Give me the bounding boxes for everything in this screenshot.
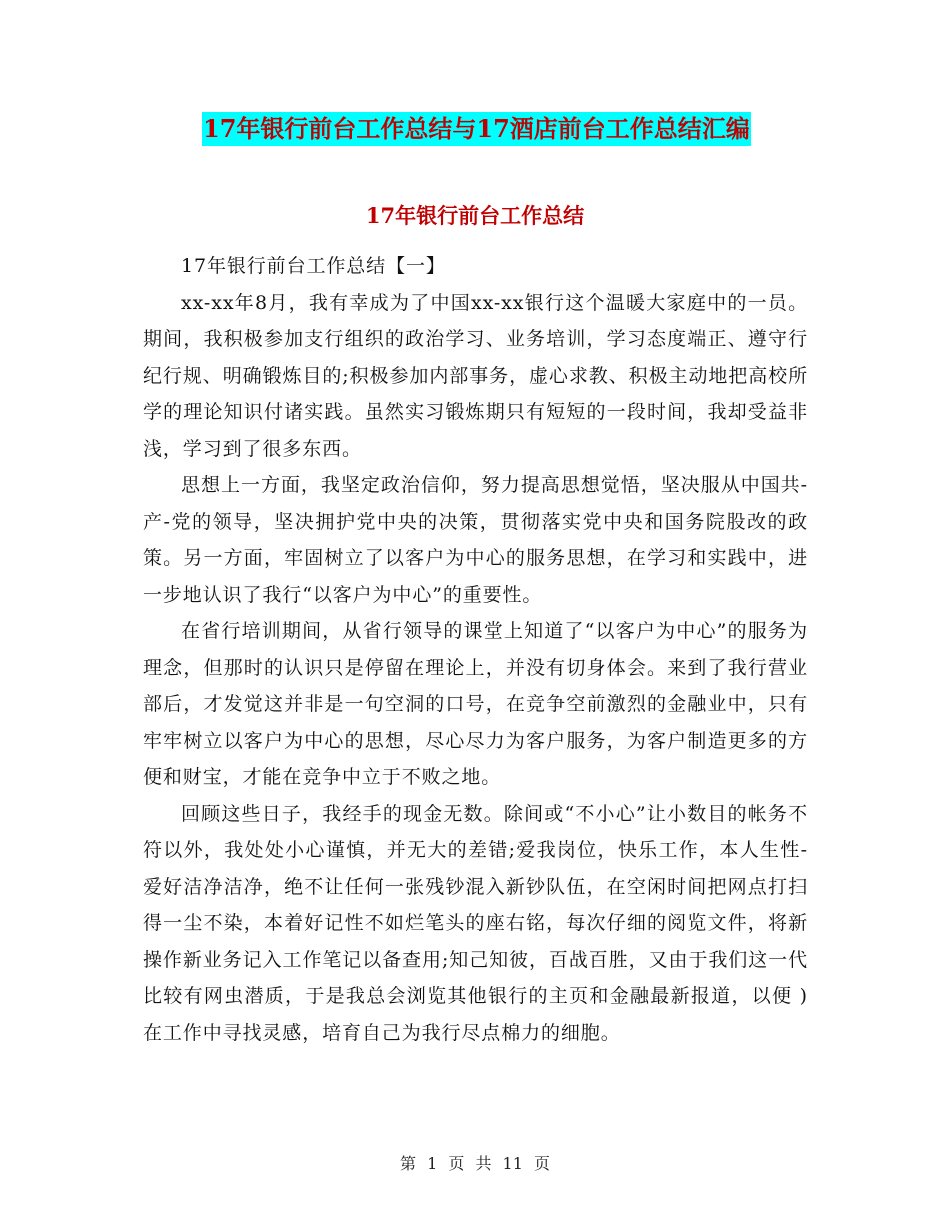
body-paragraph: 回顾这些日子，我经手的现金无数。除间或“不小心”让小数目的帐务不符以外，我处处小心谨慎，并无大的差错;爱我岗位，快乐工作，本人生性-爱好洁净洁净，绝不让任何一张残钞混入新钞队伍，在空闲时间把网点打扫得一尘不染，本着好记性不如烂笔头的座右铭，每次仔细的阅览文件，将新操作新业务记入工作笔记以备查用;知己知彼，百战百胜，又由于我们这一代比较有网虫潜质，于是我总会浏览其他银行的主页和金融最新报道，以便 )在工作中寻找灵感，培育自己为我行尽点棉力的细胞。 xyxy=(143,802,808,1044)
body-paragraph: xx-xx年8月，我有幸成为了中国xx-xx银行这个温暖大家庭中的一员。期间，我积极参加支行组织的政治学习、业务培训，学习态度端正、遵守行纪行规、明确锻炼目的;积极参加内部事务，虚心求教、积极主动地把高校所学的理论知识付诸实践。虽然实习锻炼期只有短短的一段时间，我却受益非浅，学习到了很多东西。 xyxy=(143,291,808,460)
document-title: 17年银行前台工作总结与17酒店前台工作总结汇编 xyxy=(202,112,751,146)
body-paragraph: 在省行培训期间，从省行领导的课堂上知道了“以客户为中心”的服务为理念，但那时的认识只是停留在理论上，并没有切身体会。来到了我行营业部后，才发觉这并非是一句空洞的口号，在竞争空前激烈的金融业中，只有牢牢树立以客户为中心的思想，尽心尽力为客户服务，为客户制造更多的方便和财宝，才能在竞争中立于不败之地。 xyxy=(143,620,808,788)
section-title: 17年银行前台工作总结 xyxy=(365,203,585,228)
page-number-footer: 第 1 页 共 11 页 xyxy=(400,1154,550,1173)
document-body xyxy=(143,248,808,1051)
body-paragraph: 思想上一方面，我坚定政治信仰，努力提高思想觉悟，坚决服从中国共-产-党的领导，坚决拥护党中央的决策，贯彻落实党中央和国务院股改的政策。另一方面，牢固树立了以客户为中心的服务思想，在学习和实践中，进一步地认识了我行“以客户为中心”的重要性。 xyxy=(143,474,808,606)
subheading-paragraph: 17年银行前台工作总结【一】 xyxy=(181,255,446,277)
